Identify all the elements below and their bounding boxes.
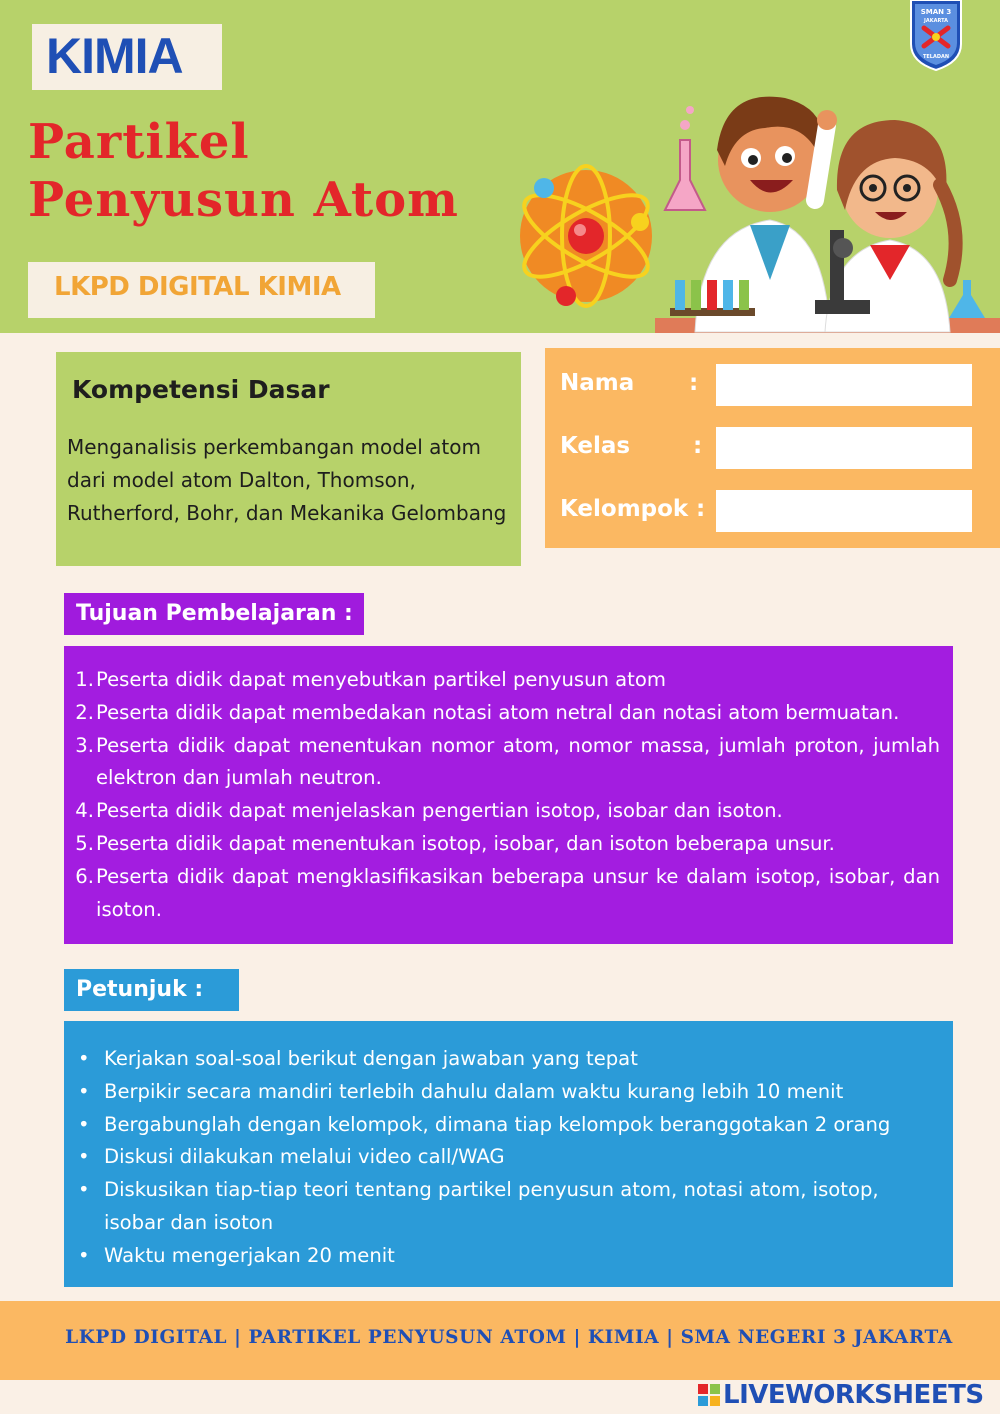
list-number: 3. — [75, 733, 94, 757]
logo-text-top: SMAN 3 — [920, 8, 952, 16]
list-item — [70, 664, 940, 697]
kompetensi-line: Rutherford, Bohr, dan Mekanika Gelombang — [67, 501, 507, 525]
liveworksheets-watermark[interactable] — [698, 1380, 984, 1410]
scientists-illustration — [655, 80, 1000, 333]
petunjuk-heading: Petunjuk : — [64, 969, 239, 1011]
kompetensi-line: Menganalisis perkembangan model atom — [67, 435, 481, 459]
kelas-input[interactable] — [716, 427, 972, 469]
watermark-text: LIVEWORKSHEETS — [723, 1380, 984, 1410]
list-item — [70, 795, 940, 828]
logo-text-bottom: TELADAN — [922, 54, 950, 60]
tujuan-heading: Tujuan Pembelajaran : — [64, 593, 364, 635]
list-item — [70, 861, 940, 927]
list-text: Peserta didik dapat menyebutkan partikel penyusun atom — [96, 668, 666, 691]
footer-text: LKPD DIGITAL | PARTIKEL PENYUSUN ATOM | KIMIA | SMA NEGERI 3 JAKARTA — [65, 1327, 953, 1348]
kelompok-colon: : — [696, 496, 706, 522]
liveworksheets-logo-icon — [698, 1384, 720, 1406]
atom-illustration — [510, 150, 660, 310]
tag-label: LKPD DIGITAL KIMIA — [54, 272, 341, 302]
list-item: • Kerjakan soal-soal berikut dengan jawaban yang tepat — [78, 1043, 938, 1076]
list-text: Peserta didik dapat mengklasifikasikan beberapa unsur ke dalam isotop, isobar, dan isoton. — [96, 864, 940, 921]
list-item: • Berpikir secara mandiri terlebih dahulu dalam waktu kurang lebih 10 menit — [78, 1076, 938, 1109]
list-number: 5. — [75, 831, 94, 855]
list-text: Peserta didik dapat menentukan nomor atom, nomor massa, jumlah proton, jumlah elektron dan jumlah neutron. — [96, 733, 940, 790]
kelas-label: Kelas — [560, 433, 631, 459]
subject-label: KIMIA — [46, 28, 183, 84]
petunjuk-list — [78, 1043, 938, 1273]
list-text: Peserta didik dapat menjelaskan pengertian isotop, isobar dan isoton. — [96, 799, 783, 823]
title-line-2: Penyusun Atom — [28, 172, 459, 228]
kelas-colon: : — [693, 433, 703, 459]
list-text: Peserta didik dapat menentukan isotop, isobar, dan isoton beberapa unsur. — [96, 831, 835, 855]
nama-label: Nama — [560, 370, 635, 396]
kompetensi-title: Kompetensi Dasar — [72, 375, 330, 404]
list-number: 2. — [75, 700, 94, 724]
nama-colon: : — [689, 370, 699, 396]
nama-input[interactable] — [716, 364, 972, 406]
list-item — [70, 730, 940, 796]
kompetensi-text — [67, 431, 517, 530]
list-item — [70, 828, 940, 861]
page-title — [28, 113, 459, 229]
kelompok-label: Kelompok — [560, 496, 689, 522]
list-item: • Waktu mengerjakan 20 menit — [78, 1240, 938, 1273]
list-number: 6. — [75, 864, 94, 888]
kelompok-input[interactable] — [716, 490, 972, 532]
list-text: Peserta didik dapat membedakan notasi atom netral dan notasi atom bermuatan. — [96, 700, 900, 724]
list-number: 1. — [75, 668, 94, 691]
list-number: 4. — [75, 799, 94, 823]
title-line-1: Partikel — [28, 114, 250, 170]
school-logo — [908, 0, 964, 72]
list-item: • Diskusi dilakukan melalui video call/WAG — [78, 1141, 938, 1174]
tujuan-list — [70, 664, 940, 926]
list-item: • Diskusikan tiap-tiap teori tentang partikel penyusun atom, notasi atom, isotop, isobar dan isoton — [78, 1174, 938, 1240]
list-item: • Bergabunglah dengan kelompok, dimana tiap kelompok beranggotakan 2 orang — [78, 1109, 938, 1142]
list-item — [70, 697, 940, 730]
kompetensi-line: dari model atom Dalton, Thomson, — [67, 468, 416, 492]
logo-text-mid: JAKARTA — [924, 18, 948, 24]
